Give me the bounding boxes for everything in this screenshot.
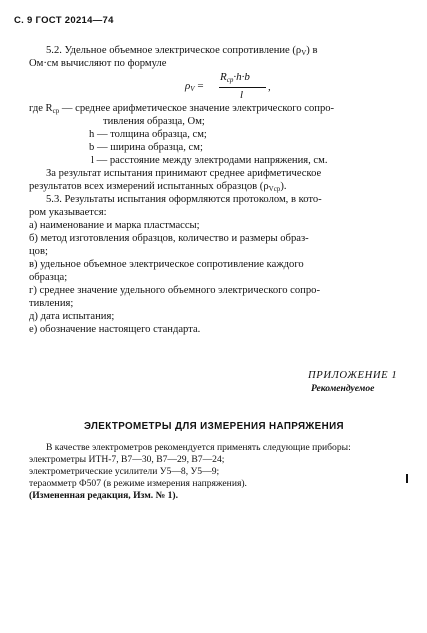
para-5-2-line1: 5.2. Удельное объемное электрическое сопротивление (ρV) в	[46, 45, 318, 57]
section-line3: электрометрические усилители У5—8, У5—9;	[29, 466, 220, 477]
formula-numerator: Rср·h·b	[220, 71, 250, 84]
formula-denominator: l	[240, 89, 244, 101]
list-item-v-cont: образца;	[29, 272, 68, 283]
para-5-3-line2: ром указывается:	[29, 207, 107, 218]
section-line1: В качестве электрометров рекомендуется применять следующие приборы:	[46, 442, 351, 453]
where-l: l — расстояние между электродами напряжения, см.	[91, 155, 328, 166]
list-item-e: е) обозначение настоящего стандарта.	[29, 324, 201, 335]
appendix-title: ПРИЛОЖЕНИЕ 1	[308, 370, 398, 381]
section-line4: тераомметр Ф507 (в режиме измерения напряжения).	[29, 478, 247, 489]
para-5-3-line1: 5.3. Результаты испытания оформляются протоколом, в кото-	[46, 194, 322, 205]
formula-comma: ,	[268, 81, 271, 93]
formula-lhs: ρV =	[185, 80, 204, 93]
section-heading: ЭЛЕКТРОМЕТРЫ ДЛЯ ИЗМЕРЕНИЯ НАПРЯЖЕНИЯ	[84, 421, 344, 432]
result-line2: результатов всех измерений испытанных образцов (ρVср).	[29, 181, 287, 193]
where-r-cont: тивления образца, Ом;	[103, 116, 205, 127]
list-item-d: д) дата испытания;	[29, 311, 115, 322]
page-header: С. 9 ГОСТ 20214—74	[14, 15, 114, 26]
list-item-b-cont: цов;	[29, 246, 48, 257]
appendix-subtitle: Рекомендуемое	[311, 383, 375, 394]
fraction-bar	[219, 87, 266, 88]
where-b: b — ширина образца, см;	[89, 142, 203, 153]
list-item-g-cont: тивления;	[29, 298, 74, 309]
result-line1: За результат испытания принимают среднее арифметическое	[46, 168, 322, 179]
list-item-g: г) среднее значение удельного объемного электрического сопро-	[29, 285, 320, 296]
section-line2: электрометры ИТН-7, В7—30, В7—29, В7—24;	[29, 454, 225, 465]
amendment-note: (Измененная редакция, Изм. № 1).	[29, 490, 179, 501]
list-item-b: б) метод изготовления образцов, количество и размеры образ-	[29, 233, 309, 244]
margin-mark	[406, 474, 412, 483]
list-item-v: в) удельное объемное электрическое сопротивление каждого	[29, 259, 304, 270]
para-5-2-line2: Ом·см вычисляют по формуле	[29, 58, 167, 69]
where-h: h — толщина образца, см;	[89, 129, 207, 140]
list-item-a: а) наименование и марка пластмассы;	[29, 220, 200, 231]
where-r: где Rср — среднее арифметическое значение электрического сопро-	[29, 103, 335, 115]
